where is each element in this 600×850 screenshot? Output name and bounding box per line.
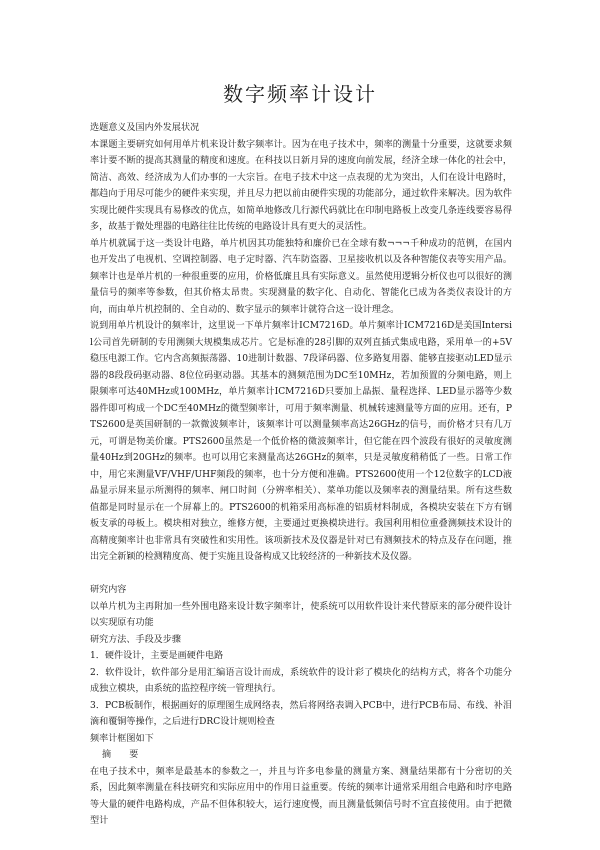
step-3: 3．PCB板制作，根据画好的原理图生成网络表，然后将网络表调入PCB中，进行PCB布局、布线、补泪滴和覆铜等操作，之后进行DRC设计规则检查	[90, 700, 512, 727]
methods-heading: 研究方法、手段及步骤	[90, 634, 181, 645]
document-body	[90, 120, 512, 830]
background-heading: 选题意义及国内外发展状况	[90, 123, 200, 133]
research-heading: 研究内容	[90, 585, 127, 595]
step-1: 1．硬件设计，主要是画硬件电路	[90, 651, 224, 661]
paragraph-2: 单片机就属于这一类设计电路，单片机因其功能独特和廉价已在全球有数¬¬¬千种成功的范例，在国内也开发出了电视机、空调控制器、电子定时器、汽车防盗器、卫星接收机以及各种智能仪表等实用产品。频率计也是单片机的一种很重要的应用，价格低廉且具有实际意义。虽然使用逻辑分析仪也可以很好的测量信号的频率等参数，但其价格太昂贵。实现测量的数字化、自动化、智能化已成为各类仪表设计的方向，而由单片机控制的、全自动的、数字显示的频率计就符合这一设计理念。	[90, 238, 512, 315]
page-title: 数字频率计设计	[223, 82, 377, 106]
abstract-text: 在电子技术中，频率是最基本的参数之一，并且与许多电参量的测量方案、测量结果都有十分密切的关系，因此频率测量在科技研究和实际应用中的作用日益重要。传统的频率计通常采用组合电路和时序电路等大量的硬件电路构成，产品不但体积较大，运行速度慢，而且测量低频信号时不宜直接使用。由于把微型计	[90, 766, 512, 826]
spacer	[90, 566, 512, 583]
block-diagram-label: 频率计框图如下	[90, 733, 154, 744]
step-2: 2．软件设计，软件部分是用汇编语言设计而成，系统软件的设计彩了模块化的结构方式，将各个功能分成独立模块，由系统的监控程序统一管理执行。	[90, 667, 512, 694]
paragraph-1: 本课题主要研究如何用单片机来设计数字频率计。因为在电子技术中，频率的测量十分重要，这就要求频率计要不断的提高其测量的精度和速度。在科技以日新月异的速度向前发展，经济全球一体化的社会中，简洁、高效、经济成为人们办事的一大宗旨。在电子技术中这一点表现的尤为突出，人们在设计电路时，都趋向于用尽可能少的硬件来实现，并且尽力把以前由硬件实现的功能部分，通过软件来解决。因为软件实现比硬件实现具有易修改的优点，如简单地修改几行源代码就比在印制电路板上改变几条连线要容易得多，故基于微处理器的电路往往比传统的电路设计具有更大的灵活性。	[90, 139, 512, 232]
abstract-heading: 摘 要	[102, 750, 139, 760]
research-text: 以单片机为主再附加一些外围电路来设计数字频率计，使系统可以用软件设计来代替原来的部分硬件设计以实现原有功能	[90, 601, 512, 628]
paragraph-3: 说到用单片机设计的频率计，这里说一下单片频率计ICM7216D。单片频率计ICM7216D是美国Intersil公司首先研制的专用测频大规模集成芯片。它是标准的28引脚的双列直插式集成电路，采用单一的+5V稳压电源工作。它内含高频振荡器、10进制计数器、7段译码器、位多路复用器、能够直接驱动LED显示器的8段段码驱动器、8位位码驱动器。其基本的测频范围为DC至10MHz，若加预置的分频电路，则上限频率可达40MHz或100MHz，单片频率计ICM7216D只要加上晶振、量程选择、LED显示器等少数器件即可构成一个DC至40MHz的微型频率计，可用于频率测量、机械转速测量等方面的应用。还有，PTS2600是英国研制的一款微波频率计，该频率计可以测量频率高达26GHz的信号，而价格才只有几万元，可谓是物美价廉。PTS2600虽然是一个低价格的微波频率计，但它能在四个波段有很好的灵敏度测量40Hz到20GHz的频率。也可以用它来测量高达26GHz的频率，只是灵敏度稍稍低了一些。日常工作中，用它来测量VF/VHF/UHF频段的频率，也十分方便和准确。PTS2600使用一个12位数字的LCD液晶显示屏来显示所测得的频率、闸口时间（分辨率相关）、菜单功能以及频率表的测量结果。所有这些数值都是同时显示在一个屏幕上的。PTS2600的机箱采用高标准的铝质材料制成，各模块安装在下方有钢板支承的母板上。模块相对独立，维修方便，主要通过更换模块进行。我国利用相位重叠测频技术设计的高精度频率计也非常具有突破性和实用性。该项新技术及仪器是针对已有测频技术的特点及存在问题，推出完全新颖的检测精度高、便于实施且设备构成又比较经济的一种新技术及仪器。	[90, 321, 512, 562]
